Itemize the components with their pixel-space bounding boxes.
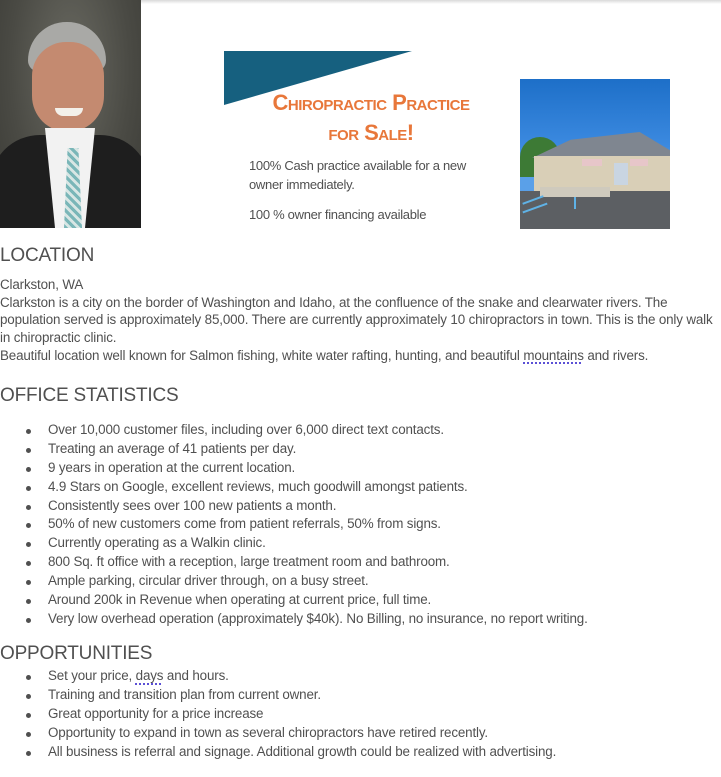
spellcheck-flagged-word[interactable]: days	[135, 668, 164, 683]
headline-line-1: Chiropractic Practice	[272, 90, 470, 115]
list-item: Great opportunity for a price increase	[0, 705, 556, 724]
office-statistics-list	[0, 421, 588, 629]
building-sign	[630, 159, 648, 166]
parking-stripe	[574, 197, 576, 209]
owner-portrait-image	[0, 0, 141, 228]
list-item: Consistently sees over 100 new patients a month.	[0, 497, 588, 516]
location-heading: LOCATION	[0, 245, 95, 266]
location-attractions-text-end: and rivers.	[583, 347, 649, 363]
location-description: Clarkston is a city on the border of Washington and Idaho, at the confluence of the snake and clearwater rivers. The population served is approximately 85,000. There are currently approximately 10 chiropractors in town. This is the only walk in chiropractic clinic.	[0, 294, 713, 346]
location-attractions-text: Beautiful location well known for Salmon fishing, white water rafting, hunting, and beautiful	[0, 347, 524, 363]
list-item	[0, 667, 556, 686]
headline	[226, 88, 516, 148]
intro-owner-financing: 100 % owner financing available	[249, 207, 427, 222]
opportunities-heading: OPPORTUNITIES	[0, 643, 153, 664]
location-attractions	[0, 347, 721, 365]
list-item: Ample parking, circular driver through, on a busy street.	[0, 572, 588, 591]
building-sign	[582, 159, 602, 166]
opportunities-list	[0, 667, 556, 761]
list-item: Treating an average of 41 patients per day.	[0, 440, 588, 459]
list-item-text-end: and hours.	[163, 668, 229, 683]
list-item: Training and transition plan from current owner.	[0, 686, 556, 705]
building-window	[614, 163, 628, 185]
portrait-face	[32, 42, 104, 132]
list-item-text: Set your price,	[48, 668, 136, 683]
list-item: Very low overhead operation (approximately $40k). No Billing, no insurance, no report writing.	[0, 610, 588, 629]
list-item: 9 years in operation at the current location.	[0, 459, 588, 478]
intro-cash-practice: 100% Cash practice available for a new owner immediately.	[249, 158, 466, 192]
spellcheck-flagged-word[interactable]: mountains	[523, 347, 584, 363]
list-item: 800 Sq. ft office with a reception, large treatment room and bathroom.	[0, 553, 588, 572]
list-item: Opportunity to expand in town as several chiropractors have retired recently.	[0, 724, 556, 743]
list-item: 4.9 Stars on Google, excellent reviews, much goodwill amongst patients.	[0, 478, 588, 497]
headline-line-2: for Sale!	[328, 120, 414, 145]
office-statistics-heading: OFFICE STATISTICS	[0, 385, 179, 406]
location-body	[0, 276, 721, 365]
portrait-smile	[55, 108, 83, 116]
list-item: Over 10,000 customer files, including over 6,000 direct text contacts.	[0, 421, 588, 440]
clinic-building-image	[520, 79, 670, 229]
intro-text	[249, 156, 499, 235]
location-city: Clarkston, WA	[0, 277, 84, 292]
list-item: Currently operating as a Walkin clinic.	[0, 534, 588, 553]
sidewalk	[540, 187, 610, 197]
list-item: Around 200k in Revenue when operating at current price, full time.	[0, 591, 588, 610]
list-item: 50% of new customers come from patient referrals, 50% from signs.	[0, 515, 588, 534]
list-item: All business is referral and signage. Additional growth could be realized with advertising.	[0, 743, 556, 762]
